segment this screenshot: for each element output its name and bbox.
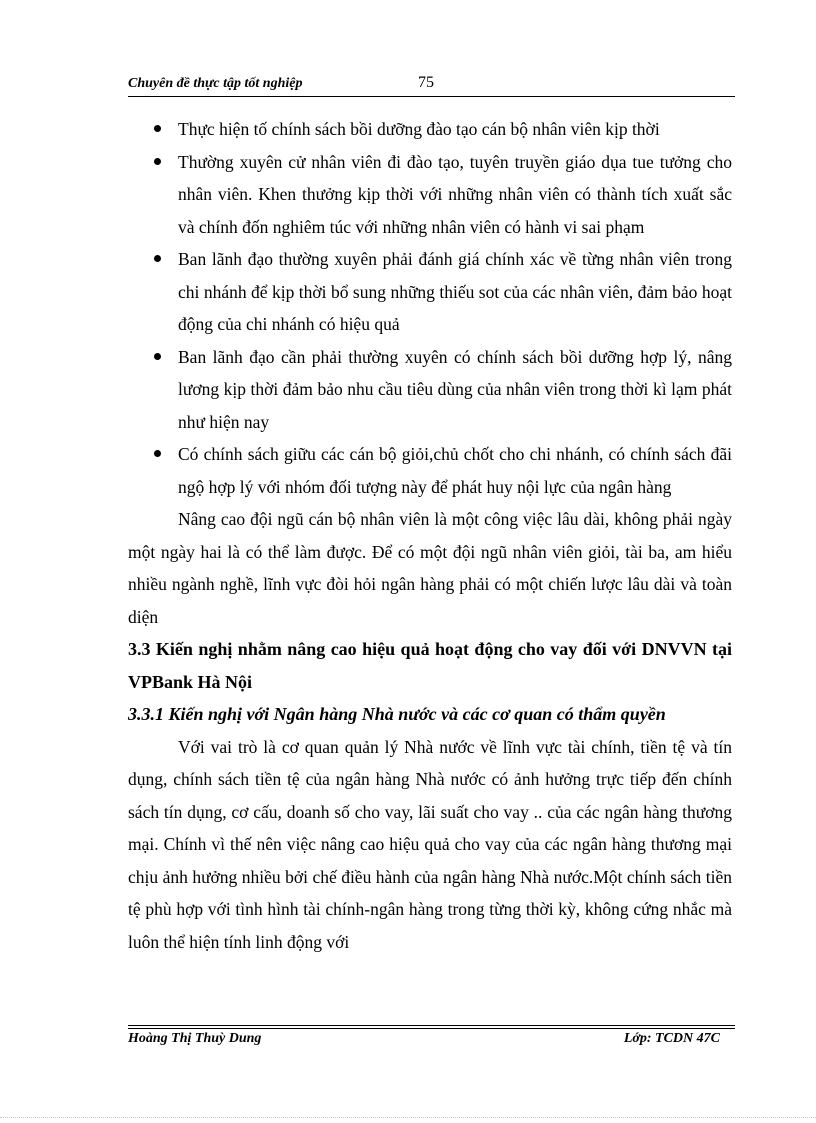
footer-rule [128,1028,735,1029]
bullet-text: Ban lãnh đạo thường xuyên phải đánh giá chính xác về từng nhân viên trong chi nhánh để kịp thời bổ sung những thiếu sot của các nhân viên, đảm bảo hoạt động của chi nhánh có hiệu quả [178,249,732,334]
footer-class: Lớp: TCDN 47C [623,1031,720,1046]
body-paragraph: Với vai trò là cơ quan quản lý Nhà nước về lĩnh vực tài chính, tiền tệ và tín dụng, chính sách tiền tệ của ngân hàng Nhà nước có ảnh hưởng trực tiếp đến chính sách tín dụng, cơ cấu, doanh số cho vay, lãi suất cho vay .. của các ngân hàng thương mại. Chính vì thế nên việc nâng cao hiệu quả cho vay của các ngân hàng thương mại chịu ảnh hưởng nhiều bởi chế điều hành của ngân hàng Nhà nước.Một chính sách tiền tệ phù hợp với tình hình tài chính-ngân hàng trong từng thời kỳ, không cứng nhắc mà luôn thể hiện tính linh động với [128,736,732,952]
bullet-item [128,438,732,503]
bullet-item [128,146,732,244]
page-edge-divider [0,1117,816,1118]
header-rule [128,96,735,97]
bullet-text: Có chính sách giữu các cán bộ giỏi,chủ chốt cho chi nhánh, có chính sách đãi ngộ hợp lý với nhóm đối tượng này để phát huy nội lực của ngân hàng [178,444,732,497]
bullet-item [128,113,732,146]
bullet-item [128,243,732,341]
page-body [128,113,732,958]
body-paragraph: Nâng cao đội ngũ cán bộ nhân viên là một công việc lâu dài, không phải ngày một ngày hai là có thể làm được. Để có một đội ngũ nhân viên giỏi, tài ba, am hiểu nhiều ngành nghề, lĩnh vực đòi hỏi ngân hàng phải có một chiến lược lâu dài và toàn diện [128,509,732,627]
bullet-item [128,341,732,439]
bullet-text: Thường xuyên cử nhân viên đi đào tạo, tuyên truyền giáo dụa tue tưởng cho nhân viên. Khen thưởng kịp thời với những nhân viên có thành tích xuất sắc và chính đốn nghiêm túc với những nhân viên có hành vi sai phạm [178,151,732,237]
footer-author: Hoàng Thị Thuỳ Dung [128,1031,262,1046]
bullet-dot-icon [154,450,161,457]
bullet-text: Thực hiện tố chính sách bồi dưỡng đào tạo cán bộ nhân viên kịp thời [178,119,660,139]
page-number: 75 [418,74,434,91]
page-header [128,76,735,98]
bullet-dot-icon [154,353,161,360]
bullet-dot-icon [154,158,161,165]
section-heading: 3.3 Kiến nghị nhằm nâng cao hiệu quả hoạt động cho vay đối với DNVVN tại VPBank Hà Nội [128,639,732,692]
bullet-list [128,113,732,503]
bullet-dot-icon [154,125,161,132]
footer-rule [128,1025,735,1026]
subsection-heading: 3.3.1 Kiến nghị với Ngân hàng Nhà nước và các cơ quan có thẩm quyền [128,704,666,724]
bullet-dot-icon [154,255,161,262]
header-title: Chuyên đề thực tập tốt nghiệp [128,76,303,91]
bullet-text: Ban lãnh đạo cần phải thường xuyên có chính sách bồi dưỡng hợp lý, nâng lương kịp thời đảm bảo nhu cầu tiêu dùng của nhân viên trong thời kì lạm phát như hiện nay [178,346,732,432]
